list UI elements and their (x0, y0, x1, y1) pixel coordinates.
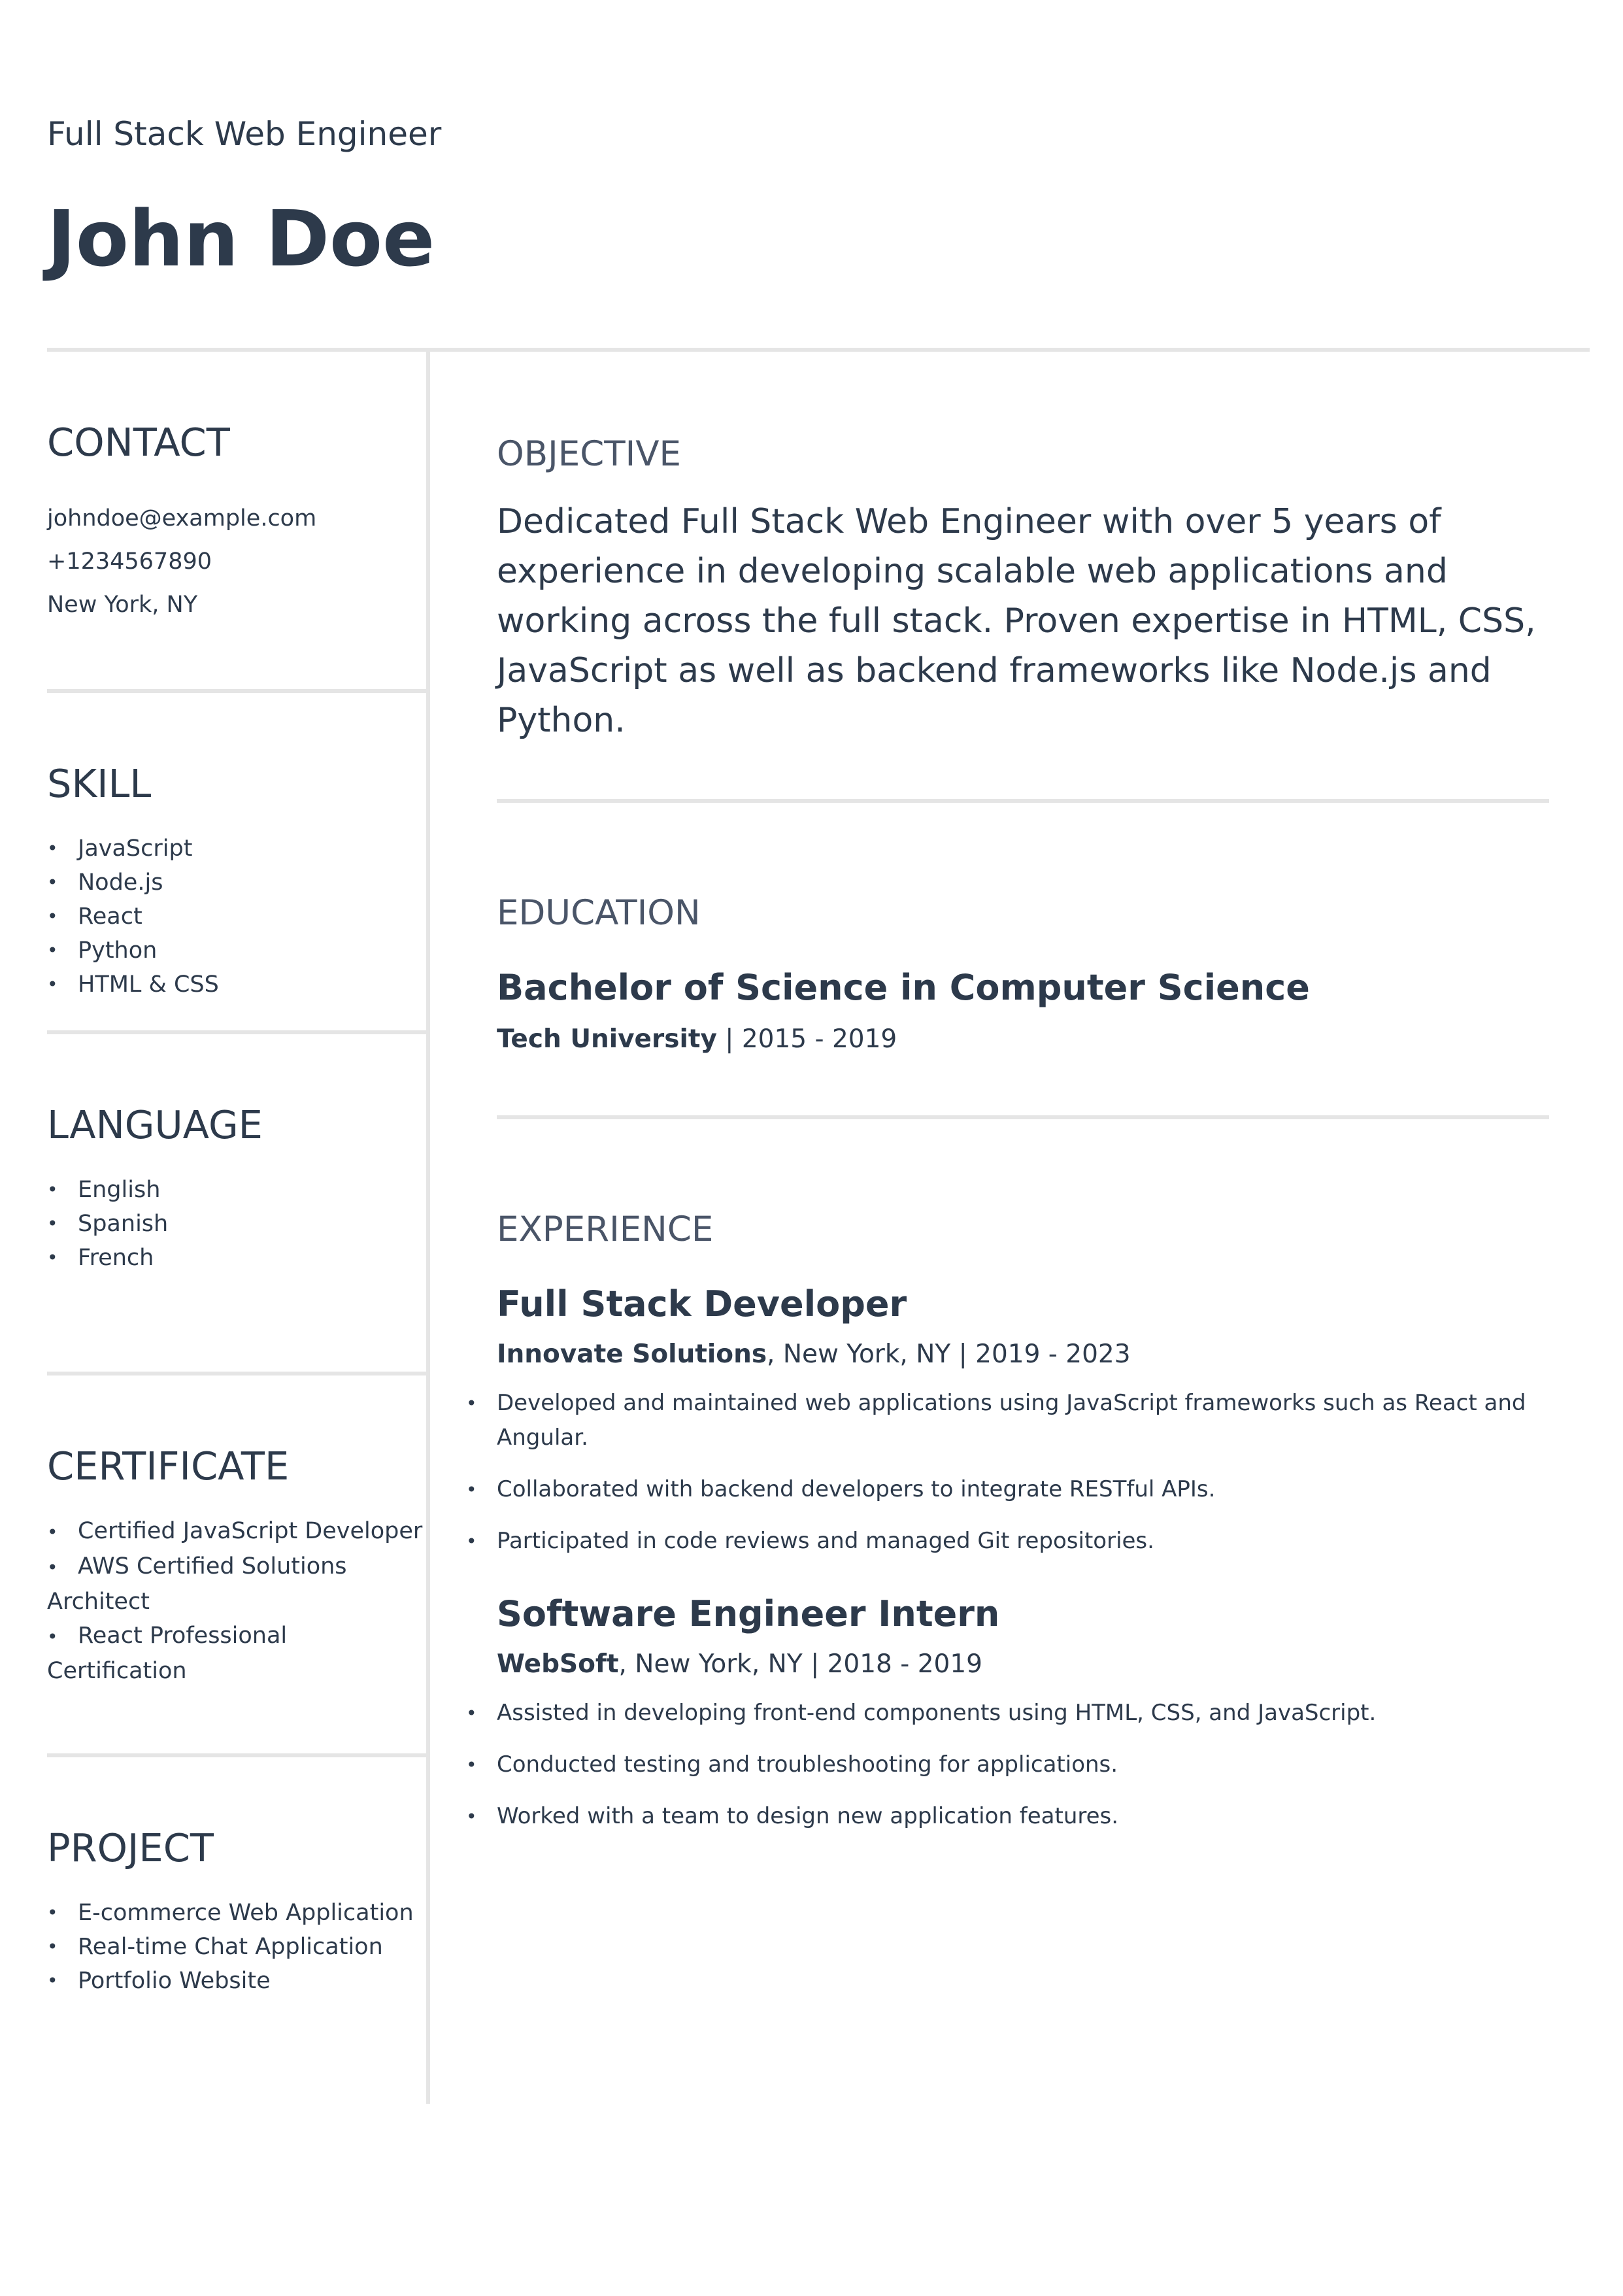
job-bullets (497, 1386, 1549, 1559)
education-details: | 2015 - 2019 (716, 1024, 897, 1054)
job-company: Innovate Solutions (497, 1340, 767, 1369)
list-item: • Collaborated with backend developers to integrate RESTful APIs. (497, 1472, 1549, 1507)
list-item: • AWS Certified Solutions Architect (47, 1549, 426, 1619)
project-body (47, 1896, 426, 1998)
job-details: , New York, NY | 2018 - 2019 (618, 1649, 982, 1679)
list-item: • Node.js (47, 866, 426, 900)
education-school-line (497, 1021, 1549, 1058)
column-divider (426, 352, 430, 2104)
certificate-section (47, 1376, 426, 1757)
list-item: • React (47, 900, 426, 934)
job-company-line (497, 1336, 1549, 1373)
job-title: Full Stack Web Engineer (47, 115, 442, 153)
contact-heading: CONTACT (47, 420, 230, 465)
project-heading: PROJECT (47, 1825, 214, 1870)
list-item: • Portfolio Website (47, 1964, 426, 1998)
experience-heading: EXPERIENCE (497, 1209, 714, 1249)
certificate-list (47, 1514, 426, 1688)
contact-section (47, 352, 426, 693)
skill-list (47, 832, 426, 1002)
list-item: • Conducted testing and troubleshooting for applications. (497, 1747, 1549, 1782)
list-item: • Participated in code reviews and managed Git repositories. (497, 1524, 1549, 1559)
objective-text: Dedicated Full Stack Web Engineer with over 5 years of experience in developing scalable web applications and working across the full stack. Proven expertise in HTML, CSS, JavaScript as well as backend frameworks like Node.js and Python. (497, 502, 1536, 740)
experience-entry (497, 1281, 1549, 1559)
education-heading: EDUCATION (497, 893, 701, 933)
list-item: • Spanish (47, 1207, 426, 1241)
list-item: • Python (47, 934, 426, 968)
list-item: • Worked with a team to design new application features. (497, 1799, 1549, 1834)
skill-section (47, 693, 426, 1034)
contact-phone: +1234567890 (47, 549, 212, 575)
job-role: Full Stack Developer (497, 1283, 907, 1325)
language-body (47, 1173, 426, 1275)
sidebar (47, 352, 426, 2099)
language-section (47, 1034, 426, 1376)
job-company-line (497, 1646, 1549, 1683)
list-item: • Real-time Chat Application (47, 1930, 426, 1964)
main-column (497, 352, 1549, 1851)
objective-heading: OBJECTIVE (497, 434, 681, 474)
contact-details (47, 497, 426, 626)
list-item: • Certified JavaScript Developer (47, 1514, 426, 1549)
list-item: • Assisted in developing front-end components using HTML, CSS, and JavaScript. (497, 1696, 1549, 1730)
project-list (47, 1896, 426, 1998)
skill-body (47, 832, 426, 1002)
language-list (47, 1173, 426, 1275)
job-company: WebSoft (497, 1649, 619, 1679)
list-item: • English (47, 1173, 426, 1207)
certificate-body (47, 1514, 426, 1688)
list-item: • HTML & CSS (47, 968, 426, 1002)
certificate-heading: CERTIFICATE (47, 1443, 290, 1489)
job-role: Software Engineer Intern (497, 1593, 1000, 1634)
education-school: Tech University (497, 1024, 717, 1054)
candidate-name: John Doe (47, 194, 435, 284)
list-item: • French (47, 1241, 426, 1275)
experience-entry (497, 1591, 1549, 1834)
list-item: • Developed and maintained web applications using JavaScript frameworks such as React and Angular. (497, 1386, 1549, 1455)
education-degree: Bachelor of Science in Computer Science (497, 967, 1310, 1008)
job-details: , New York, NY | 2019 - 2023 (767, 1340, 1131, 1369)
job-bullets (497, 1696, 1549, 1834)
language-heading: LANGUAGE (47, 1102, 263, 1147)
list-item: • React Professional Certification (47, 1619, 426, 1688)
resume-header (47, 111, 1590, 284)
contact-email: johndoe@example.com (47, 505, 317, 532)
skill-heading: SKILL (47, 761, 152, 806)
list-item: • JavaScript (47, 832, 426, 866)
contact-location: New York, NY (47, 592, 198, 618)
project-section (47, 1757, 426, 2099)
list-item: • E-commerce Web Application (47, 1896, 426, 1930)
